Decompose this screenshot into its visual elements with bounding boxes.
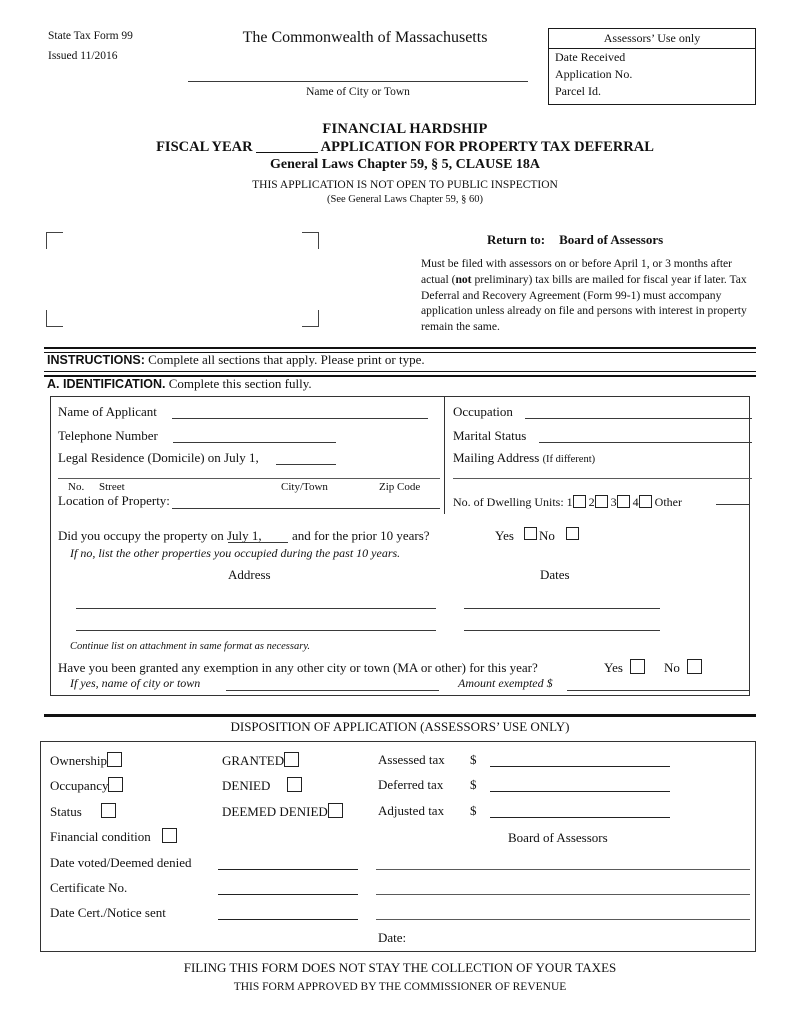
disposition-deemed-denied-checkbox[interactable]	[328, 803, 343, 818]
if-yes-city-label: If yes, name of city or town	[70, 676, 201, 690]
city-or-town-label: Name of City or Town	[306, 86, 410, 98]
assessors-use-only-box	[548, 28, 756, 105]
dwelling-units-option-1: 1	[566, 495, 573, 509]
deferred-tax-label: Deferred tax	[378, 777, 444, 792]
occupation-input[interactable]	[525, 418, 752, 419]
occupy-yes-label: Yes	[495, 528, 514, 543]
assessed-tax-label: Assessed tax	[378, 752, 445, 767]
occupy-yes-checkbox[interactable]	[524, 527, 537, 540]
disposition-financial-condition-label: Financial condition	[50, 829, 151, 844]
location-of-property-label: Location of Property:	[58, 493, 170, 508]
address-window-corner-top-right	[302, 232, 319, 249]
deferred-tax-currency: $	[470, 777, 477, 792]
notice-see-general-laws: (See General Laws Chapter 59, § 60)	[327, 194, 483, 205]
assessors-box-title: Assessors’ Use only	[549, 29, 755, 49]
instructions-bottom-rule	[44, 371, 756, 372]
other-property-address-input-2[interactable]	[76, 630, 436, 631]
disposition-occupancy-row	[50, 777, 123, 794]
return-note-part1: Must be filed with assessors on or before April 1, or 3 months after actual (	[421, 257, 733, 286]
certificate-no-input[interactable]	[218, 894, 358, 895]
disposition-occupancy-checkbox[interactable]	[108, 777, 123, 792]
address-no-label: No.	[68, 481, 85, 493]
fiscal-year-suffix: APPLICATION FOR PROPERTY TAX DEFERRAL	[320, 139, 654, 155]
telephone-number-input[interactable]	[173, 442, 336, 443]
mailing-address-label: Mailing Address	[453, 450, 540, 465]
disposition-deemed-denied-row	[222, 803, 343, 820]
instructions-text: Complete all sections that apply. Please print or type.	[148, 352, 425, 367]
mailing-address-row	[453, 450, 595, 466]
certificate-no-label: Certificate No.	[50, 880, 128, 895]
assessors-box-date-received[interactable]: Date Received	[555, 50, 626, 64]
disposition-occupancy-label: Occupancy	[50, 778, 109, 793]
disposition-financial-condition-checkbox[interactable]	[162, 828, 177, 843]
assessors-box-parcel-id[interactable]: Parcel Id.	[555, 84, 601, 98]
address-citytown-label: City/Town	[281, 481, 328, 493]
section-a-head: A. IDENTIFICATION.	[47, 377, 166, 391]
address-window-corner-top-left	[46, 232, 63, 249]
title-general-laws: General Laws Chapter 59, § 5, CLAUSE 18A	[269, 157, 541, 172]
address-window-corner-bottom-left	[46, 310, 63, 327]
return-note-part2: preliminary) tax bills are mailed for fiscal year if later. Tax Deferral and Recovery Agreement (Form 99-1) must accompany application unless already on file and persons with interest in property remain the same.	[421, 272, 747, 334]
exemption-no-checkbox[interactable]	[687, 659, 702, 674]
form-id-label: State Tax Form 99	[48, 30, 133, 42]
telephone-number-label: Telephone Number	[58, 428, 158, 443]
instructions-head: INSTRUCTIONS:	[47, 353, 145, 367]
title-financial-hardship: FINANCIAL HARDSHIP	[322, 121, 488, 137]
occupy-no-label: No	[539, 528, 555, 543]
exemption-yes-checkbox[interactable]	[630, 659, 645, 674]
mailing-address-input[interactable]	[453, 478, 752, 479]
column-header-dates: Dates	[540, 567, 570, 582]
adjusted-tax-currency: $	[470, 803, 477, 818]
section-a-heading	[47, 376, 312, 392]
return-filing-note	[421, 256, 751, 335]
fiscal-year-input-blank[interactable]	[256, 152, 318, 153]
other-property-address-input-1[interactable]	[76, 608, 436, 609]
disposition-denied-row	[222, 777, 302, 794]
section-a-text: Complete this section fully.	[168, 376, 312, 391]
disposition-ownership-row	[50, 752, 122, 769]
disposition-title: DISPOSITION OF APPLICATION (ASSESSORS’ USE ONLY)	[230, 719, 570, 734]
legal-residence-label: Legal Residence (Domicile) on July 1,	[58, 450, 259, 465]
disposition-granted-row	[222, 752, 299, 769]
adjusted-tax-input[interactable]	[490, 817, 670, 818]
disposition-deemed-denied-label: DEEMED DENIED	[222, 804, 328, 819]
marital-status-label: Marital Status	[453, 428, 527, 443]
legal-residence-address-input[interactable]	[58, 478, 440, 479]
city-or-town-blank-line[interactable]	[188, 81, 528, 82]
dwelling-units-option-4: 4	[632, 495, 639, 509]
marital-status-input[interactable]	[539, 442, 752, 443]
notice-not-open-public: THIS APPLICATION IS NOT OPEN TO PUBLIC INSPECTION	[252, 179, 558, 191]
dwelling-units-other-label: Other	[654, 495, 682, 509]
amount-exempted-label: Amount exempted $	[458, 676, 553, 690]
instructions-line	[47, 352, 425, 368]
location-of-property-input[interactable]	[172, 508, 440, 509]
return-to-value: Board of Assessors	[559, 232, 664, 247]
address-zip-label: Zip Code	[379, 481, 421, 493]
disposition-denied-label: DENIED	[222, 778, 271, 793]
mailing-address-note: (If different)	[542, 454, 596, 465]
disposition-granted-checkbox[interactable]	[284, 752, 299, 767]
disposition-granted-label: GRANTED	[222, 753, 285, 768]
section-a-column-divider	[444, 396, 445, 514]
occupy-question-year-input[interactable]	[228, 542, 288, 543]
disposition-financial-condition-row	[50, 828, 177, 845]
dwelling-units-option-2: 2	[588, 495, 595, 509]
occupy-no-checkbox[interactable]	[566, 527, 579, 540]
address-window-corner-bottom-right	[302, 310, 319, 327]
dwelling-units-checkbox-4[interactable]	[639, 495, 652, 508]
dwelling-units-checkbox-3[interactable]	[617, 495, 630, 508]
adjusted-tax-label: Adjusted tax	[378, 803, 445, 818]
name-of-applicant-input[interactable]	[172, 418, 428, 419]
footer-line-1: FILING THIS FORM DOES NOT STAY THE COLLECTION OF YOUR TAXES	[183, 960, 617, 975]
board-signature-line-2[interactable]	[376, 894, 750, 895]
exemption-yes-label: Yes	[604, 660, 623, 675]
assessed-tax-input[interactable]	[490, 766, 670, 767]
instructions-top-rule	[44, 347, 756, 349]
dwelling-units-other-input[interactable]	[716, 504, 750, 505]
return-note-bold: not	[455, 272, 472, 286]
dwelling-units-checkbox-1[interactable]	[573, 495, 586, 508]
dwelling-units-option-3: 3	[610, 495, 617, 509]
assessors-box-application-no[interactable]: Application No.	[555, 67, 633, 81]
date-cert-notice-label: Date Cert./Notice sent	[50, 905, 166, 920]
disposition-status-checkbox[interactable]	[101, 803, 116, 818]
disposition-ownership-checkbox[interactable]	[107, 752, 122, 767]
date-cert-notice-input[interactable]	[218, 919, 358, 920]
title-fiscal-year-line	[60, 139, 750, 156]
return-to-label: Return to:	[487, 232, 546, 247]
deferred-tax-input[interactable]	[490, 791, 670, 792]
board-signature-line-1[interactable]	[376, 869, 750, 870]
occupation-label: Occupation	[453, 404, 513, 419]
other-property-dates-input-2[interactable]	[464, 630, 660, 631]
dwelling-units-label: No. of Dwelling Units:	[453, 495, 564, 509]
assessed-tax-currency: $	[470, 752, 477, 767]
date-voted-label: Date voted/Deemed denied	[50, 855, 192, 870]
exemption-question-label: Have you been granted any exemption in any other city or town (MA or other) for this year?	[58, 660, 538, 675]
issued-date-label: Issued 11/2016	[48, 50, 118, 62]
column-header-address: Address	[228, 567, 271, 582]
occupy-question-part1: Did you occupy the property on July 1,	[58, 528, 262, 543]
disposition-top-rule	[44, 714, 756, 717]
return-to-block	[487, 232, 663, 248]
disposition-date-label: Date:	[378, 930, 407, 945]
footer-line-2: THIS FORM APPROVED BY THE COMMISSIONER OF REVENUE	[233, 981, 567, 993]
disposition-denied-checkbox[interactable]	[287, 777, 302, 792]
occupy-question-part2: and for the prior 10 years?	[292, 528, 430, 543]
other-property-dates-input-1[interactable]	[464, 608, 660, 609]
disposition-status-label: Status	[50, 804, 82, 819]
if-no-list-note: If no, list the other properties you occupied during the past 10 years.	[70, 546, 401, 560]
if-yes-city-input[interactable]	[226, 690, 439, 691]
exemption-no-label: No	[664, 660, 680, 675]
address-street-label: Street	[99, 481, 125, 493]
name-of-applicant-label: Name of Applicant	[58, 404, 157, 419]
legal-residence-year-input[interactable]	[276, 464, 336, 465]
board-of-assessors-label: Board of Assessors	[508, 830, 608, 845]
date-voted-input[interactable]	[218, 869, 358, 870]
amount-exempted-input[interactable]	[567, 690, 750, 691]
continue-list-note: Continue list on attachment in same format as necessary.	[70, 641, 311, 652]
disposition-ownership-label: Ownership	[50, 753, 108, 768]
commonwealth-title: The Commonwealth of Massachusetts	[242, 29, 488, 46]
dwelling-units-row	[453, 495, 682, 510]
disposition-status-row	[50, 803, 116, 820]
dwelling-units-checkbox-2[interactable]	[595, 495, 608, 508]
board-signature-line-3[interactable]	[376, 919, 750, 920]
fiscal-year-prefix: FISCAL YEAR	[156, 139, 253, 155]
